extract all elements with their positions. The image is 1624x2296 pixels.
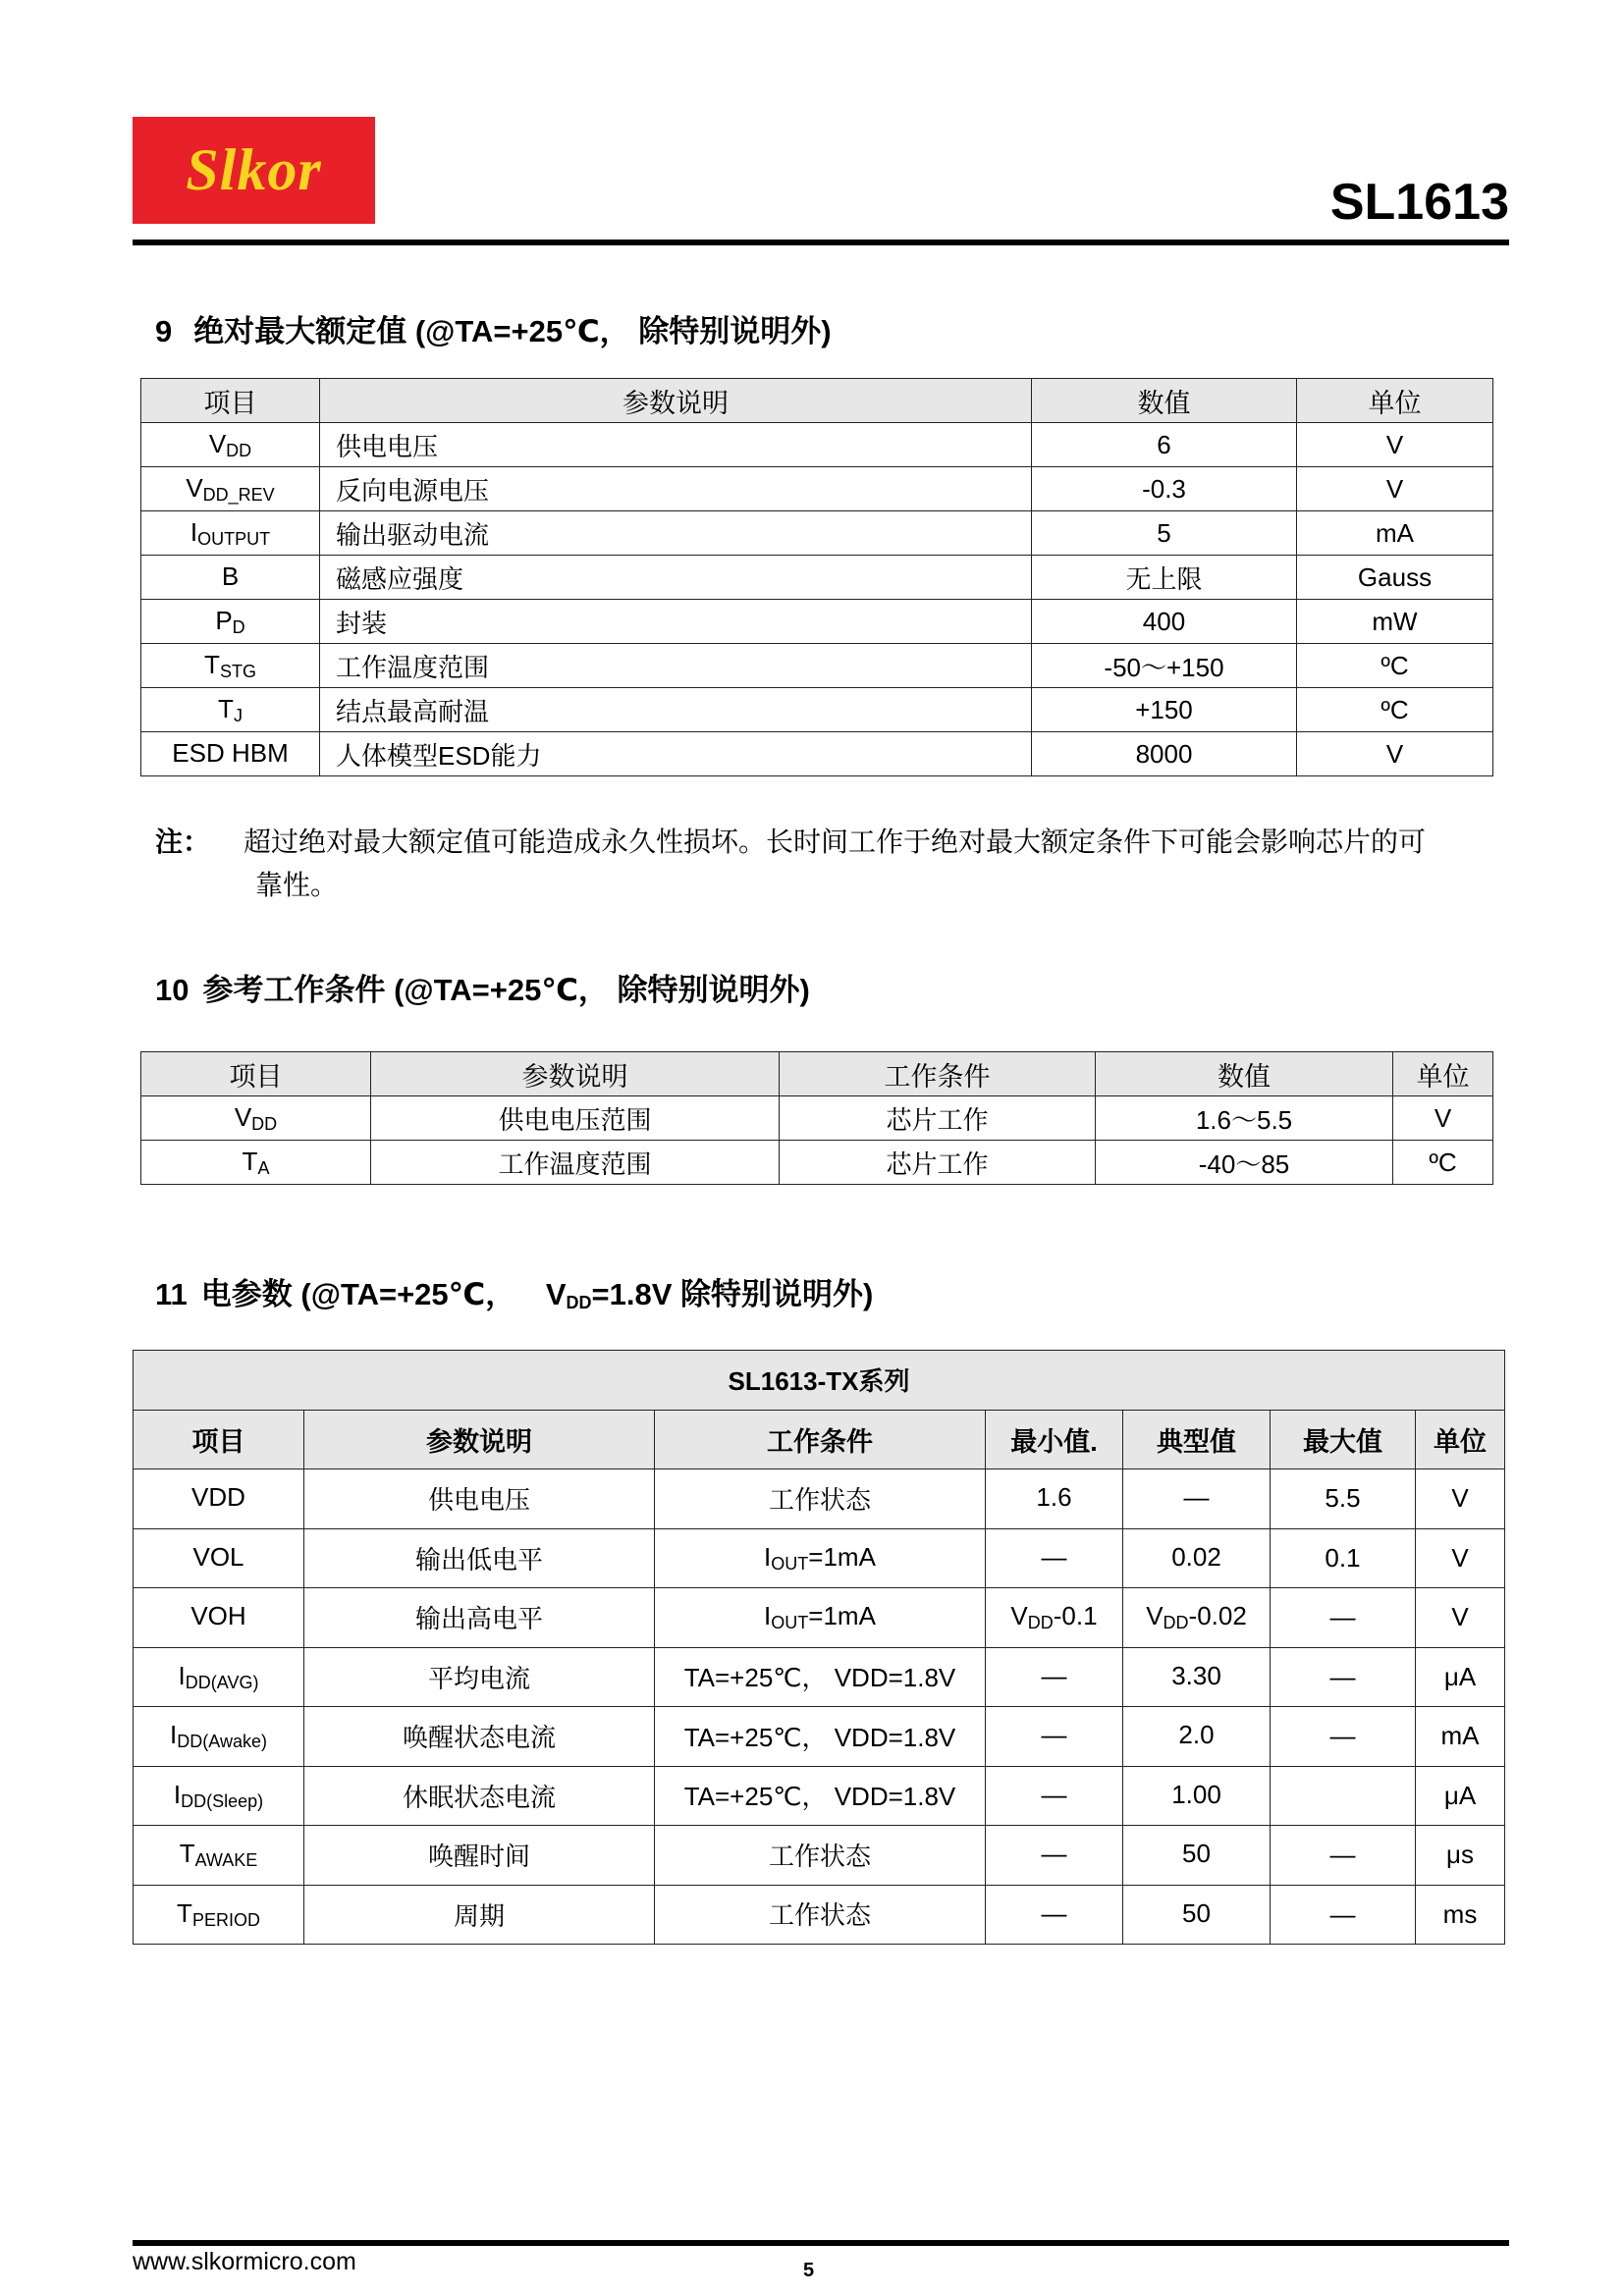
- column-header: 数值: [1032, 379, 1297, 423]
- condition-cell: 工作状态: [655, 1885, 986, 1945]
- column-header: 典型值: [1123, 1410, 1271, 1469]
- max-cell: —: [1271, 1588, 1416, 1648]
- column-header: 项目: [141, 1052, 371, 1096]
- value-cell: 6: [1032, 423, 1297, 467]
- unit-cell: mA: [1297, 511, 1493, 556]
- symbol-cell: $T_{STG}$: [141, 644, 320, 688]
- symbol-cell: VOH: [134, 1588, 304, 1648]
- symbol-cell: $V_{DD\_REV}$: [141, 467, 320, 511]
- column-header: 参数说明: [320, 379, 1032, 423]
- unit-cell: ºC: [1393, 1141, 1493, 1185]
- typ-cell: 50: [1123, 1826, 1271, 1886]
- unit-cell: ºC: [1297, 688, 1493, 732]
- table-caption-row: [134, 1351, 1505, 1411]
- max-cell: 0.1: [1271, 1528, 1416, 1588]
- unit-cell: ms: [1416, 1885, 1505, 1945]
- page-number: 5: [803, 2260, 815, 2281]
- section-title: 绝对最大额定值 (@TA=+25℃， 除特别说明外): [193, 314, 832, 348]
- description-cell: 输出驱动电流: [320, 511, 1032, 556]
- condition-cell: TA=+25℃， VDD=1.8V: [655, 1707, 986, 1767]
- unit-cell: ºC: [1297, 644, 1493, 688]
- table-header-row: [141, 1052, 1493, 1096]
- column-header: 项目: [134, 1410, 304, 1469]
- condition-cell: 工作状态: [655, 1826, 986, 1886]
- symbol-cell: $I_{OUTPUT}$: [141, 511, 320, 556]
- typ-cell: —: [1123, 1469, 1271, 1529]
- section-title: 参考工作条件 (@TA=+25℃， 除特别说明外): [202, 973, 810, 1007]
- description-cell: 工作温度范围: [371, 1141, 780, 1185]
- value-cell: -0.3: [1032, 467, 1297, 511]
- value-cell: 400: [1032, 600, 1297, 644]
- section-title: 电参数 (@TA=+25℃， $V_{DD}=1.8V$ 除特别说明外): [200, 1277, 874, 1312]
- column-header: 项目: [141, 379, 320, 423]
- note-text-line-2: 靠性。: [255, 870, 339, 900]
- value-cell: 1.6～5.5: [1096, 1096, 1393, 1141]
- unit-cell: V: [1297, 467, 1493, 511]
- table-row: [134, 1528, 1505, 1588]
- table-row: [141, 511, 1493, 556]
- section-number: 10: [155, 973, 189, 1007]
- unit-cell: V: [1297, 423, 1493, 467]
- symbol-cell: $V_{DD}$: [141, 1096, 371, 1141]
- condition-cell: 芯片工作: [780, 1141, 1096, 1185]
- max-cell: —: [1271, 1647, 1416, 1707]
- column-header: 最小值.: [986, 1410, 1123, 1469]
- min-cell: —: [986, 1766, 1123, 1826]
- column-header: 最大值: [1271, 1410, 1416, 1469]
- table-row: [134, 1469, 1505, 1529]
- typ-cell: 2.0: [1123, 1707, 1271, 1767]
- unit-cell: μA: [1416, 1647, 1505, 1707]
- condition-cell: $I_{OUT}=1mA$: [655, 1528, 986, 1588]
- min-cell: 1.6: [986, 1469, 1123, 1529]
- table-row: [134, 1766, 1505, 1826]
- column-header: 参数说明: [371, 1052, 780, 1096]
- min-cell: $V_{DD}-0.1$: [986, 1588, 1123, 1648]
- table-row: [134, 1588, 1505, 1648]
- unit-cell: mA: [1416, 1707, 1505, 1767]
- unit-cell: V: [1393, 1096, 1493, 1141]
- table-body: [141, 1096, 1493, 1185]
- min-cell: —: [986, 1826, 1123, 1886]
- footer-divider: [133, 2240, 1509, 2246]
- value-cell: 5: [1032, 511, 1297, 556]
- column-header: 单位: [1393, 1052, 1493, 1096]
- description-cell: 供电电压: [304, 1469, 655, 1529]
- unit-cell: μA: [1416, 1766, 1505, 1826]
- table-row: [141, 423, 1493, 467]
- max-cell: —: [1271, 1826, 1416, 1886]
- max-cell: [1271, 1766, 1416, 1826]
- footer-website: www.slkormicro.com: [133, 2248, 356, 2275]
- table-row: [134, 1826, 1505, 1886]
- table-row: [134, 1885, 1505, 1945]
- value-cell: +150: [1032, 688, 1297, 732]
- unit-cell: Gauss: [1297, 556, 1493, 600]
- description-cell: 人体模型ESD能力: [320, 732, 1032, 776]
- description-cell: 封装: [320, 600, 1032, 644]
- symbol-cell: $V_{DD}$: [141, 423, 320, 467]
- column-header: 单位: [1297, 379, 1493, 423]
- typ-cell: 0.02: [1123, 1528, 1271, 1588]
- symbol-cell: B: [141, 556, 320, 600]
- description-cell: 供电电压: [320, 423, 1032, 467]
- description-cell: 唤醒时间: [304, 1826, 655, 1886]
- min-cell: —: [986, 1528, 1123, 1588]
- value-cell: -40～85: [1096, 1141, 1393, 1185]
- description-cell: 唤醒状态电流: [304, 1707, 655, 1767]
- table-row: [141, 556, 1493, 600]
- table-row: [141, 600, 1493, 644]
- max-cell: 5.5: [1271, 1469, 1416, 1529]
- table-row: [134, 1707, 1505, 1767]
- symbol-cell: $T_A$: [141, 1141, 371, 1185]
- unit-cell: V: [1416, 1588, 1505, 1648]
- brand-logo: [133, 117, 375, 224]
- note-text-line-1: 超过绝对最大额定值可能造成永久性损坏。长时间工作于绝对最大额定条件下可能会影响芯片的可: [244, 827, 1427, 857]
- column-header: 工作条件: [655, 1410, 986, 1469]
- typ-cell: $V_{DD}-0.02$: [1123, 1588, 1271, 1648]
- unit-cell: V: [1297, 732, 1493, 776]
- table-row: [141, 1096, 1493, 1141]
- brand-logo-text: Slkor: [186, 137, 322, 202]
- symbol-cell: VOL: [134, 1528, 304, 1588]
- min-cell: —: [986, 1707, 1123, 1767]
- part-number: SL1613: [1329, 174, 1509, 231]
- symbol-cell: $I_{DD(Awake)}$: [134, 1707, 304, 1767]
- description-cell: 平均电流: [304, 1647, 655, 1707]
- description-cell: 周期: [304, 1885, 655, 1945]
- typ-cell: 3.30: [1123, 1647, 1271, 1707]
- condition-cell: TA=+25℃， VDD=1.8V: [655, 1766, 986, 1826]
- description-cell: 工作温度范围: [320, 644, 1032, 688]
- condition-cell: TA=+25℃， VDD=1.8V: [655, 1647, 986, 1707]
- description-cell: 供电电压范围: [371, 1096, 780, 1141]
- section-9-heading: [155, 306, 832, 350]
- table-header-row: [134, 1410, 1505, 1469]
- min-cell: —: [986, 1647, 1123, 1707]
- value-cell: 8000: [1032, 732, 1297, 776]
- unit-cell: V: [1416, 1528, 1505, 1588]
- symbol-cell: $T_J$: [141, 688, 320, 732]
- symbol-cell: $I_{DD(AVG)}$: [134, 1647, 304, 1707]
- unit-cell: mW: [1297, 600, 1493, 644]
- operating-conditions-table: [140, 1051, 1493, 1185]
- unit-cell: V: [1416, 1469, 1505, 1529]
- description-cell: 反向电源电压: [320, 467, 1032, 511]
- table-row: [134, 1647, 1505, 1707]
- section-number: 9: [155, 314, 173, 348]
- column-header: 工作条件: [780, 1052, 1096, 1096]
- description-cell: 休眠状态电流: [304, 1766, 655, 1826]
- condition-cell: 芯片工作: [780, 1096, 1096, 1141]
- column-header: 参数说明: [304, 1410, 655, 1469]
- table-row: [141, 732, 1493, 776]
- table-header-row: [141, 379, 1493, 423]
- section-11-heading: [155, 1269, 873, 1313]
- symbol-cell: $P_D$: [141, 600, 320, 644]
- unit-cell: μs: [1416, 1826, 1505, 1886]
- typ-cell: 50: [1123, 1885, 1271, 1945]
- min-cell: —: [986, 1885, 1123, 1945]
- symbol-cell: $I_{DD(Sleep)}$: [134, 1766, 304, 1826]
- absolute-max-ratings-table: [140, 378, 1493, 776]
- description-cell: 输出低电平: [304, 1528, 655, 1588]
- table-row: [141, 467, 1493, 511]
- column-header: 单位: [1416, 1410, 1505, 1469]
- symbol-cell: VDD: [134, 1469, 304, 1529]
- table-row: [141, 644, 1493, 688]
- table-body: [141, 423, 1493, 776]
- column-header: 数值: [1096, 1052, 1393, 1096]
- value-cell: 无上限: [1032, 556, 1297, 600]
- max-cell: —: [1271, 1885, 1416, 1945]
- table-caption: SL1613-TX系列: [134, 1351, 1505, 1411]
- symbol-cell: $T_{AWAKE}$: [134, 1826, 304, 1886]
- table-row: [141, 688, 1493, 732]
- typ-cell: 1.00: [1123, 1766, 1271, 1826]
- symbol-cell: $T_{PERIOD}$: [134, 1885, 304, 1945]
- symbol-cell: ESD HBM: [141, 732, 320, 776]
- condition-cell: $I_{OUT}=1mA$: [655, 1588, 986, 1648]
- description-cell: 磁感应强度: [320, 556, 1032, 600]
- condition-cell: 工作状态: [655, 1469, 986, 1529]
- section-number: 11: [155, 1277, 188, 1311]
- table-body: [134, 1469, 1505, 1945]
- description-cell: 结点最高耐温: [320, 688, 1032, 732]
- header-divider: [133, 240, 1509, 245]
- max-cell: —: [1271, 1707, 1416, 1767]
- value-cell: -50～+150: [1032, 644, 1297, 688]
- table-row: [141, 1141, 1493, 1185]
- section-10-heading: [155, 965, 810, 1009]
- description-cell: 输出高电平: [304, 1588, 655, 1648]
- electrical-parameters-table: [133, 1350, 1505, 1945]
- note-label: 注：: [155, 827, 211, 857]
